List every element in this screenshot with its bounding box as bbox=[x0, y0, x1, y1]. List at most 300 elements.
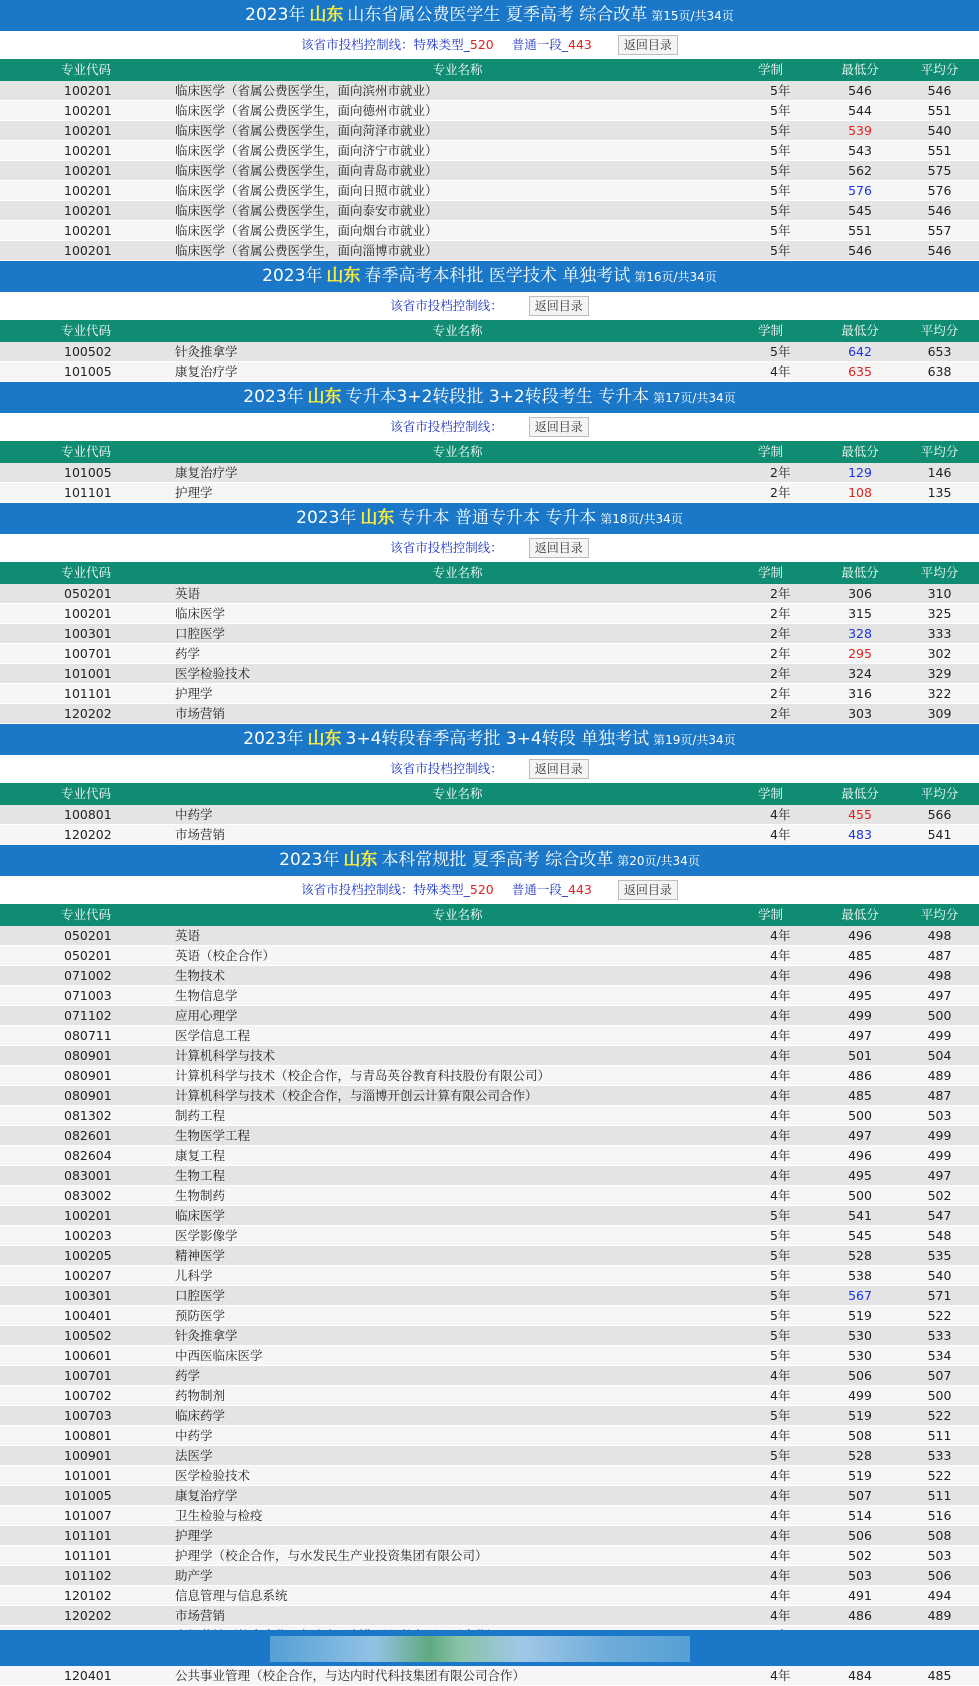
avg-score: 487 bbox=[927, 948, 952, 963]
table-header bbox=[0, 59, 979, 81]
min-score: 496 bbox=[848, 928, 872, 943]
major-name: 助产学 bbox=[175, 1568, 213, 1583]
study-length: 4年 bbox=[770, 807, 791, 822]
min-score: 546 bbox=[848, 243, 872, 258]
major-code: 050201 bbox=[64, 928, 112, 943]
major-code: 100502 bbox=[64, 344, 112, 359]
major-name: 中药学 bbox=[175, 1428, 213, 1443]
avg-score: 516 bbox=[927, 1508, 952, 1523]
section-province: 山东 bbox=[343, 850, 378, 870]
section-page-indicator: 第20页/共34页 bbox=[617, 854, 700, 868]
study-length: 5年 bbox=[770, 103, 791, 118]
study-length: 4年 bbox=[770, 1388, 791, 1403]
table-row bbox=[0, 1386, 979, 1406]
header-code: 专业代码 bbox=[61, 444, 112, 459]
major-code: 100401 bbox=[64, 1308, 112, 1323]
header-avg-score: 平均分 bbox=[920, 323, 959, 338]
table-row bbox=[0, 1326, 979, 1346]
study-length: 4年 bbox=[770, 1568, 791, 1583]
min-score: 495 bbox=[848, 1168, 872, 1183]
section-title-bar bbox=[0, 724, 979, 755]
header-avg-score: 平均分 bbox=[920, 444, 959, 459]
header-min-score: 最低分 bbox=[841, 565, 879, 580]
study-length: 5年 bbox=[770, 203, 791, 218]
control-line-label: 该省市投档控制线： bbox=[390, 540, 503, 555]
study-length: 5年 bbox=[770, 1328, 791, 1343]
table-row bbox=[0, 805, 979, 825]
major-code: 100201 bbox=[64, 183, 112, 198]
table-row bbox=[0, 1306, 979, 1326]
control-special-value: 520 bbox=[469, 882, 494, 897]
table-row bbox=[0, 1346, 979, 1366]
control-line bbox=[0, 876, 979, 904]
avg-score: 566 bbox=[927, 807, 952, 822]
study-length: 5年 bbox=[770, 1308, 791, 1323]
control-line bbox=[0, 31, 979, 59]
table-row bbox=[0, 1486, 979, 1506]
avg-score: 547 bbox=[927, 1208, 952, 1223]
table-row bbox=[0, 221, 979, 241]
avg-score: 533 bbox=[927, 1448, 952, 1463]
avg-score: 546 bbox=[927, 243, 952, 258]
header-length: 学制 bbox=[758, 565, 784, 580]
table-row bbox=[0, 1206, 979, 1226]
major-code: 100701 bbox=[64, 646, 112, 661]
min-score: 303 bbox=[848, 706, 872, 721]
major-code: 081302 bbox=[64, 1108, 112, 1123]
study-length: 4年 bbox=[770, 988, 791, 1003]
avg-score: 498 bbox=[927, 968, 952, 983]
major-code: 101101 bbox=[64, 1548, 112, 1563]
control-line-label: 该省市投档控制线： bbox=[390, 419, 503, 434]
major-name: 临床医学（省属公费医学生，面向泰安市就业） bbox=[175, 203, 438, 218]
major-code: 101001 bbox=[64, 1468, 112, 1483]
major-code: 083001 bbox=[64, 1168, 112, 1183]
control-line-label: 该省市投档控制线： bbox=[390, 761, 503, 776]
major-code: 100701 bbox=[64, 1368, 112, 1383]
table-row bbox=[0, 684, 979, 704]
major-code: 100801 bbox=[64, 807, 112, 822]
major-code: 100301 bbox=[64, 626, 112, 641]
study-length: 4年 bbox=[770, 1508, 791, 1523]
table-row bbox=[0, 181, 979, 201]
min-score: 501 bbox=[848, 1048, 872, 1063]
min-score: 306 bbox=[848, 586, 872, 601]
major-name: 临床医学（省属公费医学生，面向滨州市就业） bbox=[175, 83, 438, 98]
avg-score: 522 bbox=[927, 1468, 952, 1483]
major-code: 100203 bbox=[64, 1228, 112, 1243]
major-name: 医学信息工程 bbox=[175, 1028, 251, 1043]
major-code: 071102 bbox=[64, 1008, 112, 1023]
section-title: 专升本3+2转段批 3+2转段考生 专升本 bbox=[345, 387, 650, 407]
header-min-score: 最低分 bbox=[841, 62, 879, 77]
min-score: 491 bbox=[848, 1588, 872, 1603]
section-title: 专升本 普通专升本 专升本 bbox=[398, 508, 597, 528]
major-name: 临床医学（省属公费医学生，面向菏泽市就业） bbox=[175, 123, 438, 138]
major-name: 临床医学（省属公费医学生，面向德州市就业） bbox=[175, 103, 438, 118]
table-row bbox=[0, 1666, 979, 1686]
table-row bbox=[0, 1406, 979, 1426]
major-name: 英语（校企合作） bbox=[175, 948, 276, 963]
major-name: 针灸推拿学 bbox=[175, 1328, 238, 1343]
major-code: 101101 bbox=[64, 485, 112, 500]
table-header bbox=[0, 441, 979, 463]
min-score: 486 bbox=[848, 1608, 872, 1623]
header-name: 专业名称 bbox=[432, 565, 483, 580]
section-title: 春季高考本科批 医学技术 单独考试 bbox=[364, 266, 631, 286]
min-score: 499 bbox=[848, 1008, 872, 1023]
min-score: 485 bbox=[848, 948, 872, 963]
major-name: 市场营销 bbox=[175, 706, 226, 721]
back-to-index-button[interactable]: 返回目录 bbox=[529, 538, 589, 558]
major-name: 康复治疗学 bbox=[175, 465, 238, 480]
avg-score: 302 bbox=[927, 646, 952, 661]
table-row bbox=[0, 1526, 979, 1546]
min-score: 506 bbox=[848, 1368, 872, 1383]
table-row bbox=[0, 121, 979, 141]
study-length: 4年 bbox=[770, 1108, 791, 1123]
header-avg-score: 平均分 bbox=[920, 786, 959, 801]
avg-score: 146 bbox=[927, 465, 952, 480]
table-row bbox=[0, 141, 979, 161]
major-name: 临床医学（省属公费医学生，面向烟台市就业） bbox=[175, 223, 438, 238]
study-length: 2年 bbox=[770, 686, 791, 701]
min-score: 551 bbox=[848, 223, 872, 238]
table-row bbox=[0, 704, 979, 724]
min-score: 506 bbox=[848, 1528, 872, 1543]
min-score: 519 bbox=[848, 1468, 872, 1483]
header-length: 学制 bbox=[758, 786, 784, 801]
avg-score: 546 bbox=[927, 203, 952, 218]
study-length: 5年 bbox=[770, 143, 791, 158]
header-min-score: 最低分 bbox=[841, 786, 879, 801]
header-name: 专业名称 bbox=[432, 907, 483, 922]
back-to-index-button[interactable]: 返回目录 bbox=[529, 296, 589, 316]
major-name: 制药工程 bbox=[175, 1108, 226, 1123]
min-score: 514 bbox=[848, 1508, 872, 1523]
header-length: 学制 bbox=[758, 444, 784, 459]
major-code: 101101 bbox=[64, 1528, 112, 1543]
control-normal-value: 443 bbox=[568, 37, 592, 52]
min-score: 528 bbox=[848, 1248, 872, 1263]
major-name: 应用心理学 bbox=[175, 1008, 238, 1023]
section-year: 2023年 bbox=[262, 266, 323, 286]
section-page-indicator: 第17页/共34页 bbox=[653, 391, 736, 405]
major-code: 100502 bbox=[64, 1328, 112, 1343]
header-avg-score: 平均分 bbox=[920, 565, 959, 580]
table-row bbox=[0, 1046, 979, 1066]
header-code: 专业代码 bbox=[61, 907, 112, 922]
major-name: 口腔医学 bbox=[175, 1288, 226, 1303]
footer-bar bbox=[0, 1630, 979, 1666]
table-row bbox=[0, 1226, 979, 1246]
avg-score: 506 bbox=[927, 1568, 952, 1583]
major-name: 临床医学 bbox=[175, 1208, 226, 1223]
avg-score: 498 bbox=[927, 928, 952, 943]
back-to-index-button[interactable]: 返回目录 bbox=[529, 417, 589, 437]
section-title: 3+4转段春季高考批 3+4转段 单独考试 bbox=[345, 729, 650, 749]
control-line bbox=[0, 413, 979, 441]
avg-score: 551 bbox=[927, 143, 952, 158]
study-length: 2年 bbox=[770, 666, 791, 681]
min-score: 541 bbox=[848, 1208, 872, 1223]
header-min-score: 最低分 bbox=[841, 444, 879, 459]
study-length: 5年 bbox=[770, 1208, 791, 1223]
min-score: 496 bbox=[848, 968, 872, 983]
min-score: 519 bbox=[848, 1408, 872, 1423]
table-row bbox=[0, 584, 979, 604]
min-score: 635 bbox=[848, 364, 872, 379]
section-title-bar bbox=[0, 0, 979, 31]
min-score: 486 bbox=[848, 1068, 872, 1083]
header-length: 学制 bbox=[758, 323, 784, 338]
min-score: 495 bbox=[848, 988, 872, 1003]
min-score: 544 bbox=[848, 103, 872, 118]
back-to-index-button[interactable]: 返回目录 bbox=[529, 759, 589, 779]
table-row bbox=[0, 1106, 979, 1126]
major-code: 100201 bbox=[64, 123, 112, 138]
major-name: 临床药学 bbox=[175, 1408, 226, 1423]
major-code: 082601 bbox=[64, 1128, 112, 1143]
table-row bbox=[0, 342, 979, 362]
major-code: 100201 bbox=[64, 223, 112, 238]
major-code: 100201 bbox=[64, 1208, 112, 1223]
avg-score: 557 bbox=[927, 223, 952, 238]
header-length: 学制 bbox=[758, 62, 784, 77]
control-line-label: 该省市投档控制线： bbox=[390, 298, 503, 313]
major-code: 100702 bbox=[64, 1388, 112, 1403]
table-row bbox=[0, 1066, 979, 1086]
header-min-score: 最低分 bbox=[841, 323, 879, 338]
major-name: 护理学 bbox=[175, 485, 213, 500]
table-row bbox=[0, 1286, 979, 1306]
major-code: 120102 bbox=[64, 1588, 112, 1603]
avg-score: 533 bbox=[927, 1328, 952, 1343]
major-name: 预防医学 bbox=[175, 1308, 226, 1323]
min-score: 545 bbox=[848, 203, 872, 218]
major-name: 医学影像学 bbox=[175, 1228, 238, 1243]
section-year: 2023年 bbox=[243, 729, 304, 749]
major-code: 101101 bbox=[64, 686, 112, 701]
major-code: 050201 bbox=[64, 586, 112, 601]
blurred-watermark bbox=[270, 1636, 690, 1662]
section-title: 本科常规批 夏季高考 综合改革 bbox=[381, 850, 614, 870]
major-name: 生物工程 bbox=[175, 1168, 226, 1183]
major-name: 计算机科学与技术（校企合作，与青岛英谷教育科技股份有限公司） bbox=[175, 1068, 551, 1083]
avg-score: 497 bbox=[927, 1168, 952, 1183]
avg-score: 507 bbox=[927, 1368, 952, 1383]
major-code: 120401 bbox=[64, 1668, 112, 1683]
section-title-bar bbox=[0, 845, 979, 876]
min-score: 642 bbox=[848, 344, 872, 359]
table-header bbox=[0, 783, 979, 805]
table-row bbox=[0, 1366, 979, 1386]
table-row bbox=[0, 986, 979, 1006]
table-row bbox=[0, 483, 979, 503]
major-name: 护理学 bbox=[175, 1528, 213, 1543]
min-score: 567 bbox=[848, 1288, 872, 1303]
control-line-label: 该省市投档控制线： bbox=[301, 882, 414, 897]
avg-score: 511 bbox=[927, 1488, 952, 1503]
major-code: 100201 bbox=[64, 606, 112, 621]
table-row bbox=[0, 1126, 979, 1146]
avg-score: 489 bbox=[927, 1068, 952, 1083]
major-code: 071003 bbox=[64, 988, 112, 1003]
major-name: 口腔医学 bbox=[175, 626, 226, 641]
table-row bbox=[0, 362, 979, 382]
table-header bbox=[0, 320, 979, 342]
back-to-index-button[interactable]: 返回目录 bbox=[618, 880, 678, 900]
section-page-indicator: 第16页/共34页 bbox=[634, 270, 717, 284]
min-score: 502 bbox=[848, 1548, 872, 1563]
min-score: 500 bbox=[848, 1108, 872, 1123]
avg-score: 500 bbox=[927, 1388, 952, 1403]
table-row bbox=[0, 1606, 979, 1626]
min-score: 484 bbox=[848, 1668, 872, 1683]
section-province: 山东 bbox=[307, 729, 342, 749]
major-code: 101102 bbox=[64, 1568, 112, 1583]
study-length: 4年 bbox=[770, 1588, 791, 1603]
study-length: 5年 bbox=[770, 183, 791, 198]
table-row bbox=[0, 1506, 979, 1526]
min-score: 328 bbox=[848, 626, 872, 641]
avg-score: 310 bbox=[927, 586, 952, 601]
table-row bbox=[0, 201, 979, 221]
table-row bbox=[0, 1466, 979, 1486]
avg-score: 489 bbox=[927, 1608, 952, 1623]
avg-score: 333 bbox=[927, 626, 952, 641]
avg-score: 576 bbox=[927, 183, 952, 198]
table-row bbox=[0, 1246, 979, 1266]
header-name: 专业名称 bbox=[432, 323, 483, 338]
study-length: 4年 bbox=[770, 1608, 791, 1623]
study-length: 5年 bbox=[770, 1288, 791, 1303]
header-name: 专业名称 bbox=[432, 786, 483, 801]
major-code: 100601 bbox=[64, 1348, 112, 1363]
table-row bbox=[0, 1266, 979, 1286]
table-row bbox=[0, 624, 979, 644]
study-length: 4年 bbox=[770, 1068, 791, 1083]
header-code: 专业代码 bbox=[61, 786, 112, 801]
control-normal-label: 普通一段_ bbox=[511, 37, 569, 52]
table-row bbox=[0, 946, 979, 966]
study-length: 4年 bbox=[770, 1168, 791, 1183]
avg-score: 541 bbox=[927, 827, 952, 842]
avg-score: 329 bbox=[927, 666, 952, 681]
min-score: 497 bbox=[848, 1128, 872, 1143]
major-code: 100901 bbox=[64, 1448, 112, 1463]
header-code: 专业代码 bbox=[61, 565, 112, 580]
major-code: 100201 bbox=[64, 163, 112, 178]
min-score: 497 bbox=[848, 1028, 872, 1043]
min-score: 507 bbox=[848, 1488, 872, 1503]
major-name: 计算机科学与技术 bbox=[175, 1048, 276, 1063]
study-length: 5年 bbox=[770, 1408, 791, 1423]
section-title: 山东省属公费医学生 夏季高考 综合改革 bbox=[347, 5, 648, 25]
major-code: 120202 bbox=[64, 1608, 112, 1623]
table-row bbox=[0, 81, 979, 101]
study-length: 5年 bbox=[770, 344, 791, 359]
major-name: 生物信息学 bbox=[175, 988, 238, 1003]
table-row bbox=[0, 241, 979, 261]
major-name: 精神医学 bbox=[175, 1248, 226, 1263]
section-page-indicator: 第19页/共34页 bbox=[653, 733, 736, 747]
avg-score: 135 bbox=[927, 485, 952, 500]
major-code: 100801 bbox=[64, 1428, 112, 1443]
major-code: 100207 bbox=[64, 1268, 112, 1283]
major-name: 卫生检验与检疫 bbox=[175, 1508, 263, 1523]
section-page-indicator: 第15页/共34页 bbox=[651, 9, 734, 23]
section-province: 山东 bbox=[309, 5, 344, 25]
table-row bbox=[0, 1146, 979, 1166]
avg-score: 503 bbox=[927, 1548, 952, 1563]
study-length: 2年 bbox=[770, 646, 791, 661]
table-row bbox=[0, 1586, 979, 1606]
min-score: 539 bbox=[848, 123, 872, 138]
study-length: 4年 bbox=[770, 948, 791, 963]
section-page-indicator: 第18页/共34页 bbox=[600, 512, 683, 526]
study-length: 4年 bbox=[770, 1148, 791, 1163]
major-code: 050201 bbox=[64, 948, 112, 963]
major-name: 市场营销 bbox=[175, 1608, 226, 1623]
major-name: 计算机科学与技术（校企合作，与淄博开创云计算有限公司合作） bbox=[175, 1088, 538, 1103]
avg-score: 504 bbox=[927, 1048, 952, 1063]
avg-score: 534 bbox=[927, 1348, 952, 1363]
study-length: 4年 bbox=[770, 1428, 791, 1443]
major-name: 药学 bbox=[175, 646, 201, 661]
avg-score: 571 bbox=[927, 1288, 952, 1303]
control-special-label: 特殊类型_ bbox=[413, 37, 470, 52]
min-score: 545 bbox=[848, 1228, 872, 1243]
table-row bbox=[0, 1026, 979, 1046]
study-length: 4年 bbox=[770, 1548, 791, 1563]
study-length: 4年 bbox=[770, 1048, 791, 1063]
section-province: 山东 bbox=[326, 266, 361, 286]
major-code: 100201 bbox=[64, 203, 112, 218]
study-length: 4年 bbox=[770, 364, 791, 379]
back-to-index-button[interactable]: 返回目录 bbox=[618, 35, 678, 55]
avg-score: 502 bbox=[927, 1188, 952, 1203]
min-score: 483 bbox=[848, 827, 872, 842]
avg-score: 522 bbox=[927, 1408, 952, 1423]
table-row bbox=[0, 1086, 979, 1106]
major-name: 临床医学（省属公费医学生，面向淄博市就业） bbox=[175, 243, 438, 258]
min-score: 499 bbox=[848, 1388, 872, 1403]
min-score: 485 bbox=[848, 1088, 872, 1103]
header-name: 专业名称 bbox=[432, 444, 483, 459]
major-code: 101005 bbox=[64, 1488, 112, 1503]
header-avg-score: 平均分 bbox=[920, 62, 959, 77]
control-line bbox=[0, 292, 979, 320]
min-score: 108 bbox=[848, 485, 872, 500]
major-name: 生物医学工程 bbox=[175, 1128, 251, 1143]
table-row bbox=[0, 1166, 979, 1186]
study-length: 2年 bbox=[770, 606, 791, 621]
major-name: 公共事业管理（校企合作，与达内时代科技集团有限公司合作） bbox=[175, 1668, 526, 1683]
table-row bbox=[0, 1006, 979, 1026]
major-code: 080901 bbox=[64, 1088, 112, 1103]
major-name: 医学检验技术 bbox=[175, 1468, 251, 1483]
min-score: 538 bbox=[848, 1268, 872, 1283]
table-row bbox=[0, 101, 979, 121]
study-length: 5年 bbox=[770, 1448, 791, 1463]
min-score: 455 bbox=[848, 807, 872, 822]
study-length: 4年 bbox=[770, 1008, 791, 1023]
avg-score: 487 bbox=[927, 1088, 952, 1103]
study-length: 2年 bbox=[770, 706, 791, 721]
study-length: 4年 bbox=[770, 1468, 791, 1483]
major-name: 中西医临床医学 bbox=[175, 1348, 263, 1363]
